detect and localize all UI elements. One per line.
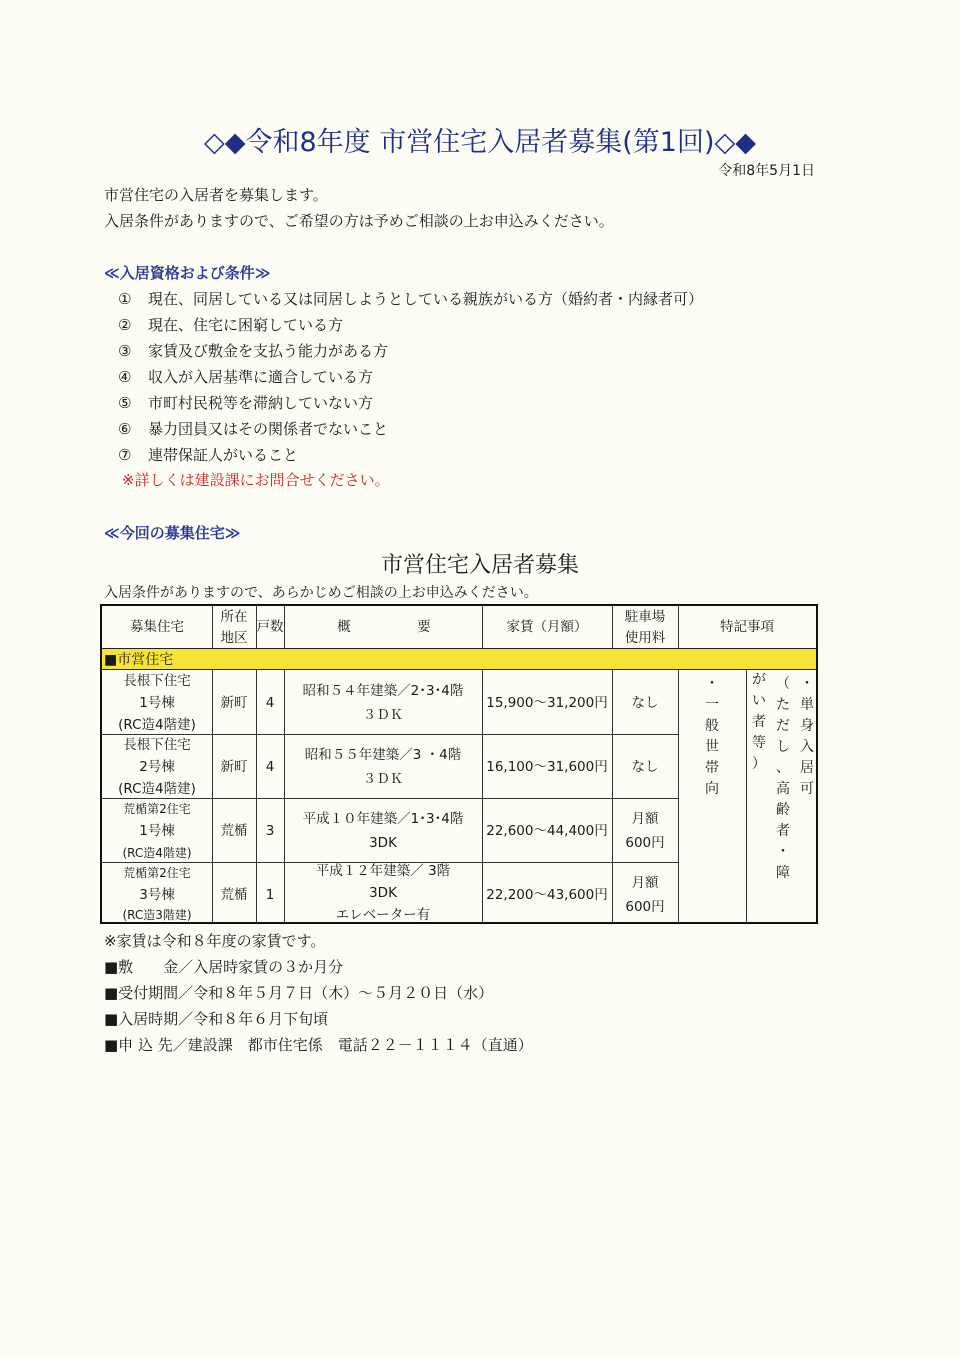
page-title: ◇◆令和8年度 市営住宅入居者募集(第1回)◇◆: [203, 127, 757, 158]
header-summary-2: 要: [417, 619, 431, 635]
vertical-char: 身: [800, 718, 814, 734]
header-area-1: 所在: [220, 609, 248, 625]
vertical-char: ・: [776, 844, 790, 860]
condition-item: ① 現在、同居している又は同居しようとしている親族がいる方（婚約者・内縁者可）: [118, 290, 704, 308]
vertical-char: た: [776, 697, 790, 713]
vertical-char: 者: [752, 714, 766, 730]
housing-heading: ≪今回の募集住宅≫: [104, 524, 241, 542]
condition-item: ⑤ 市町村民税等を滞納していない方: [118, 394, 374, 412]
header-summary-1: 概: [337, 619, 351, 635]
vertical-char: 入: [800, 739, 814, 755]
special-note-col2: [750, 670, 768, 775]
table-subtitle: 入居条件がありますので、あらかじめご相談の上お申込みください。: [104, 585, 538, 601]
vertical-char: 単: [800, 697, 814, 713]
vertical-char: い: [752, 693, 766, 709]
intro-line-1: 市営住宅の入居者を募集します。: [104, 186, 328, 204]
vertical-char: （: [776, 676, 790, 692]
special-note-general: [703, 674, 721, 800]
inquiry-note: ※詳しくは建設課にお問合せください。: [122, 471, 390, 489]
vertical-char: 向: [705, 781, 719, 797]
condition-item: ⑦ 連帯保証人がいること: [118, 446, 299, 464]
vertical-char: 帯: [705, 760, 719, 776]
vertical-char: 居: [800, 760, 814, 776]
header-notes: 特記事項: [720, 619, 774, 635]
header-units: 戸数: [256, 619, 284, 635]
vertical-char: が: [752, 672, 766, 688]
vertical-char: 者: [776, 823, 790, 839]
issue-date: 令和8年5月1日: [718, 163, 815, 179]
vertical-char: 障: [776, 865, 790, 881]
housing-table: 募集住宅 所在 地区 戸数 概 要 家賃（月額） 駐車場 使用料 特記事項 ■市営住宅 長根下住宅 1号棟 (RC造4階建) 新町 4 昭和５４年建築／2･3･4階 ３ＤＫ 15,900～31,200円 なし 長根下住宅 2号棟 (RC造4階建) 新町 4 昭和５５年建築／3 ・4階 ３ＤＫ 16,100～31,600円 なし 荒楯第2住宅 1号棟 (RC造4階建) 荒楯 3 平成１０年建築／1･3･4階 3DK 22,600～44,400円 月額 600円 荒楯第2住宅 3号棟 (RC造3階建) 荒楯 1 平成１２年建築／ 3階 3DK エレベーター有 22,200～43,600円 月額 600円 ・ 一 般 世 帯 向 が い 者 等 ） （ た だ し 、 高 齢 者 ・ 障 ・ 単 身 入 居 可: [100, 604, 818, 924]
special-note-col3: [774, 674, 792, 884]
vertical-char: だ: [776, 718, 790, 734]
table-title: 市営住宅入居者募集: [380, 553, 579, 578]
condition-item: ④ 収入が入居基準に適合している方: [118, 368, 374, 386]
vertical-char: 般: [705, 718, 719, 734]
header-area-2: 地区: [220, 630, 248, 646]
deposit-info: ■敷 金／入居時家賃の３か月分: [104, 958, 344, 976]
vertical-char: 等: [752, 735, 766, 751]
vertical-char: ）: [752, 756, 766, 772]
vertical-char: 齢: [776, 802, 790, 818]
vertical-char: ・: [800, 676, 814, 692]
vertical-char: ・: [705, 676, 719, 692]
condition-item: ⑥ 暴力団員又はその関係者でないこと: [118, 420, 389, 438]
vertical-char: 高: [776, 781, 790, 797]
application-period: ■受付期間／令和８年５月７日（木）～５月２０日（水）: [104, 984, 494, 1002]
vertical-char: 可: [800, 781, 814, 797]
qualifications-heading: ≪入居資格および条件≫: [104, 264, 271, 282]
vertical-char: 一: [705, 697, 719, 713]
vertical-char: 世: [705, 739, 719, 755]
section-label-row: ■市営住宅: [102, 648, 816, 670]
move-in-period: ■入居時期／令和８年６月下旬頃: [104, 1010, 329, 1028]
intro-line-2: 入居条件がありますので、ご希望の方は予めご相談の上お申込みください。: [104, 212, 614, 230]
condition-item: ③ 家賃及び敷金を支払う能力がある方: [118, 342, 389, 360]
rent-note: ※家賃は令和８年度の家賃です。: [104, 932, 326, 950]
condition-item: ② 現在、住宅に困窮している方: [118, 316, 344, 334]
header-parking-1: 駐車場: [624, 609, 666, 625]
header-parking-2: 使用料: [624, 630, 666, 646]
special-note-single: [798, 674, 816, 800]
header-rent: 家賃（月額）: [506, 619, 588, 635]
vertical-char: 、: [776, 760, 790, 776]
header-name: 募集住宅: [130, 619, 184, 635]
contact-info: ■申 込 先／建設課 都市住宅係 電話２２－１１１４（直通）: [104, 1036, 533, 1054]
vertical-char: し: [776, 739, 790, 755]
